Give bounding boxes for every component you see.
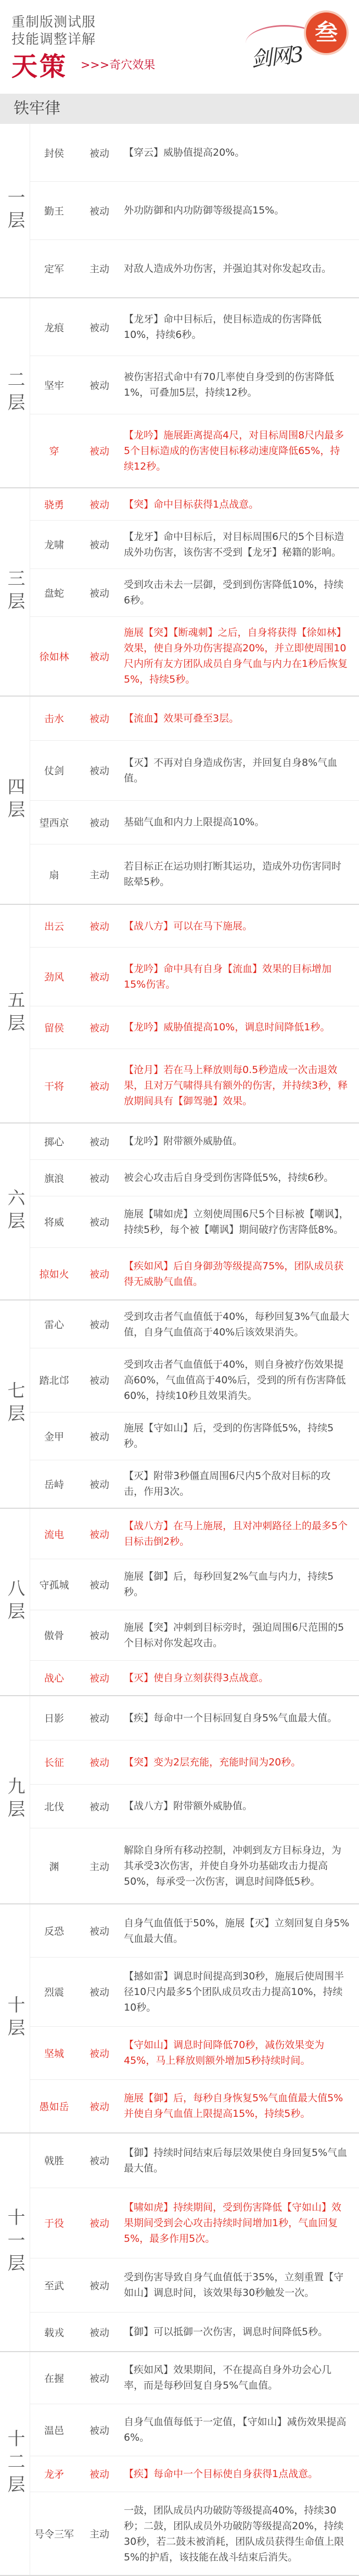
talent-name: 长征: [44, 1757, 64, 1769]
page-subtitle: >>>奇穴效果: [81, 59, 156, 72]
talent-name: 望西京: [39, 817, 69, 829]
talent-type: 被动: [89, 1431, 109, 1443]
talent-name: 扇: [49, 869, 59, 881]
talent-name: 日影: [44, 1713, 64, 1725]
tier-label: 四层: [0, 697, 30, 904]
talent-name: 旗浪: [44, 1172, 64, 1184]
tier-group: [0, 1509, 359, 1696]
talent-description: 外功防御和内功防御等级提高15%。: [124, 205, 285, 217]
talent-name: 掷心: [44, 1136, 64, 1148]
talent-name: 金甲: [44, 1431, 64, 1443]
talent-name: 愚如岳: [39, 2101, 69, 2113]
tier-label: 九层: [0, 1696, 30, 1903]
talent-name: 在握: [44, 2372, 64, 2384]
talent-name: 坚牢: [44, 380, 64, 392]
talent-type: 被动: [89, 1529, 109, 1540]
talent-row: [30, 1460, 359, 1508]
talent-type: 被动: [89, 817, 109, 829]
tier-label: 十层: [0, 1904, 30, 2132]
talent-description: 【龙吟】施展距离提高4尺，对目标周围8尺内最多5个目标造成的伤害使目标移动速度降低65%，持续12秒。: [124, 429, 344, 472]
talent-description: 施展【御】后，每秒回复2%气血与内力，持续5秒。: [124, 1571, 334, 1598]
talent-description: 施展【御】后，每秒自身恢复5%气血值最大值5%并使自身气血值上限提高15%，持续5秒。: [124, 2092, 343, 2120]
talent-row: [30, 1740, 359, 1785]
tier-rows: [30, 2352, 359, 2575]
tier-group: [0, 905, 359, 1123]
talent-type: 被动: [89, 1319, 109, 1331]
talent-type: 被动: [89, 1479, 109, 1491]
talent-row: [30, 1300, 359, 1348]
talent-name: 号令三军: [34, 2529, 74, 2541]
talent-description: 受到伤害导致自身气血值低于35%，立刻重置【守如山】调息时间，该效果每30秒触发一次。: [124, 2271, 344, 2299]
talent-row: [30, 2188, 359, 2258]
talent-name: 于役: [44, 2218, 64, 2230]
talent-name: 渊: [49, 1861, 59, 1873]
tier-rows: [30, 905, 359, 1122]
talent-name: 徐如林: [39, 651, 69, 663]
talent-description: 施展【突】冲刺到目标旁时，强迫周围6尺范围的5个目标对你发起攻击。: [124, 1621, 344, 1649]
talent-description: 【龙吟】附带额外威胁值。: [124, 1135, 243, 1147]
talent-row: [30, 1049, 359, 1122]
talent-row: [30, 948, 359, 1006]
talent-description: 【龙吟】命中具有自身【流血】效果的目标增加15%伤害。: [124, 963, 332, 990]
talent-description: 【突】变为2层充能，充能时间为20秒。: [124, 1756, 301, 1768]
talent-row: [30, 1412, 359, 1460]
talent-row: [30, 2258, 359, 2313]
talent-row: [30, 569, 359, 617]
header-line-1: 重制版测试服: [11, 15, 96, 30]
talent-row: [30, 1785, 359, 1829]
talent-name: 坚城: [44, 2048, 64, 2060]
talent-row: [30, 240, 359, 297]
talent-name: 干将: [44, 1080, 64, 1092]
talent-type: 被动: [89, 1757, 109, 1769]
talent-row: [30, 1661, 359, 1695]
talent-row: [30, 1160, 359, 1196]
talent-name: 定军: [44, 263, 64, 275]
talent-name: 北伐: [44, 1801, 64, 1813]
talent-row: [30, 488, 359, 521]
talent-type: 被动: [89, 1630, 109, 1642]
tier-label: 六层: [0, 1123, 30, 1299]
talent-name: 穿: [49, 446, 59, 458]
talent-type: 被动: [89, 380, 109, 392]
talent-name: 岳峙: [44, 1479, 64, 1491]
talent-row: [30, 1610, 359, 1661]
talent-description: 受到攻击未去一层御，受到到伤害降低10%，持续6秒。: [124, 579, 344, 607]
talent-type: 被动: [89, 1269, 109, 1281]
talent-name: 勤王: [44, 205, 64, 217]
talent-type: 被动: [89, 1217, 109, 1229]
tier-group: [0, 697, 359, 905]
talent-type: 被动: [89, 446, 109, 458]
talent-description: 【龙牙】命中目标后，对目标周围6尺的5个目标造成外功伤害，该伤害不受到【龙牙】秘籍的影响。: [124, 531, 344, 558]
talent-row: [30, 844, 359, 904]
talent-type: 被动: [89, 2469, 109, 2481]
tier-group: [0, 2352, 359, 2576]
talent-row: [30, 1248, 359, 1299]
talent-description: 【御】可以抵御一次伤害，调息时间降低5秒。: [124, 2326, 328, 2338]
talent-row: [30, 2313, 359, 2351]
talent-row: [30, 414, 359, 487]
talent-description: 【突】命中目标获得1点战意。: [124, 498, 259, 510]
logo-badge: 叁: [306, 12, 347, 53]
talent-type: 被动: [89, 2218, 109, 2230]
tier-rows: [30, 1904, 359, 2132]
talent-table: [0, 124, 359, 2576]
tier-rows: [30, 1123, 359, 1299]
talent-row: [30, 1828, 359, 1903]
talent-type: 被动: [89, 2101, 109, 2113]
talent-name: 掠如火: [39, 1269, 69, 1281]
tier-rows: [30, 298, 359, 487]
talent-row: [30, 298, 359, 356]
tier-rows: [30, 488, 359, 696]
talent-name: 留侯: [44, 1022, 64, 1034]
talent-description: 施展【啸如虎】立刻使周围6尺5个目标被【嘲讽】，持续5秒，每个被【嘲讽】期间破疗伤害降低8%。: [124, 1208, 349, 1235]
talent-type: 被动: [89, 765, 109, 777]
talent-type: 主动: [89, 263, 109, 275]
talent-name: 仗剑: [44, 765, 64, 777]
talent-row: [30, 2027, 359, 2080]
talent-type: 被动: [89, 1579, 109, 1591]
talent-description: 【战八方】附带额外威胁值。: [124, 1800, 253, 1812]
talent-row: [30, 1509, 359, 1559]
talent-row: [30, 356, 359, 414]
talent-name: 载戎: [44, 2327, 64, 2339]
talent-description: 【穿云】威胁值提高20%。: [124, 147, 245, 159]
talent-name: 反恐: [44, 1926, 64, 1938]
talent-type: 被动: [89, 2280, 109, 2292]
talent-description: 【灭】使自身立刻获得3点战意。: [124, 1672, 269, 1684]
talent-name: 龙矛: [44, 2469, 64, 2481]
talent-row: [30, 182, 359, 239]
talent-description: 【流血】效果可叠至3层。: [124, 712, 239, 724]
tier-label: 七层: [0, 1300, 30, 1508]
talent-name: 劲风: [44, 971, 64, 983]
tier-group: [0, 1696, 359, 1904]
talent-type: 被动: [89, 971, 109, 983]
section-title: 铁牢律: [0, 94, 359, 124]
talent-name: 龙痕: [44, 322, 64, 334]
talent-name: 骁勇: [44, 499, 64, 511]
talent-description: 【战八方】在马上施展，且对冲刺路径上的最多5个目标击倒2秒。: [124, 1520, 348, 1548]
talent-type: 被动: [89, 2425, 109, 2436]
tier-label: 三层: [0, 488, 30, 696]
talent-row: [30, 905, 359, 948]
tier-label: 二层: [0, 298, 30, 487]
talent-row: [30, 1348, 359, 1412]
talent-type: 被动: [89, 1926, 109, 1938]
tier-group: [0, 1904, 359, 2133]
tier-rows: [30, 1509, 359, 1695]
talent-name: 击水: [44, 713, 64, 725]
talent-type: 被动: [89, 1987, 109, 1999]
talent-type: 被动: [89, 499, 109, 511]
talent-type: 被动: [89, 539, 109, 551]
talent-description: 基础气血和内力上限提高10%。: [124, 816, 265, 828]
talent-description: 【啸如虎】持续期间，受到伤害降低【守如山】效果期间受到会心攻击持续时间增加1秒，气血回复5%，最多作用5次。: [124, 2201, 342, 2244]
game-logo: [240, 9, 350, 72]
tier-group: [0, 2133, 359, 2352]
talent-description: 自身气血值每低于一定值，【守如山】减伤效果提高6%。: [124, 2416, 347, 2444]
talent-name: 战心: [44, 1673, 64, 1685]
talent-description: 一鼓，团队成员内功破防等级提高40%，持续30秒；二鼓，团队成员外功破防等级提高20%，持续30秒，若二鼓未被消耗，团队成员获得生命值上限5%的护盾，该技能在战斗结束后消失。: [124, 2504, 344, 2563]
talent-row: [30, 1196, 359, 1248]
talent-type: 被动: [89, 2155, 109, 2167]
talent-description: 【战八方】可以在马下施展。: [124, 920, 253, 932]
talent-type: 被动: [89, 713, 109, 725]
talent-row: [30, 521, 359, 569]
talent-row: [30, 2080, 359, 2132]
talent-row: [30, 1958, 359, 2026]
header-line-2: 技能调整详解: [11, 32, 96, 47]
talent-description: 【疾如风】后自身御劲等级提高75%，团队成员获得无威胁气血值。: [124, 1260, 344, 1287]
talent-description: 施展【守如山】后，受到的伤害降低5%，持续5秒。: [124, 1422, 334, 1450]
talent-description: 对敌人造成外功伤害，并强迫其对你发起攻击。: [124, 262, 332, 274]
talent-row: [30, 1559, 359, 1610]
talent-description: 【疾】每命中一个目标回复自身5%气血最大值。: [124, 1712, 338, 1724]
talent-row: [30, 2352, 359, 2404]
talent-description: 自身气血值低于50%，施展【灭】立刻回复自身5%气血最大值。: [124, 1917, 350, 1944]
talent-row: [30, 2404, 359, 2456]
tier-label: 五层: [0, 905, 30, 1122]
talent-name: 戟胜: [44, 2155, 64, 2167]
talent-row: [30, 697, 359, 741]
talent-row: [30, 1696, 359, 1740]
talent-row: [30, 617, 359, 696]
talent-row: [30, 2492, 359, 2575]
talent-name: 盘蛇: [44, 587, 64, 599]
talent-name: 出云: [44, 921, 64, 933]
talent-description: 【撼如雷】调息时间提高到30秒，施展后使周围半径10尺内最多5个团队成员攻击力提高10%，持续10秒。: [124, 1970, 344, 2013]
talent-type: 被动: [89, 147, 109, 159]
talent-description: 【灭】不再对自身造成伤害，并回复自身8%气血值。: [124, 756, 338, 784]
talent-row: [30, 124, 359, 182]
talent-name: 守孤城: [39, 1579, 69, 1591]
tier-rows: [30, 124, 359, 297]
talent-description: 【疾】每命中一个目标使自身获得1点战意。: [124, 2468, 318, 2480]
talent-row: [30, 2456, 359, 2493]
tier-label: 十二层: [0, 2352, 30, 2575]
talent-description: 【灭】附带3秒僵直周围6尺内5个敌对目标的攻击，作用3次。: [124, 1470, 331, 1498]
tier-rows: [30, 2133, 359, 2351]
talent-type: 被动: [89, 2327, 109, 2339]
talent-row: [30, 1006, 359, 1049]
header: [0, 0, 359, 86]
talent-row: [30, 741, 359, 801]
talent-row: [30, 2133, 359, 2188]
talent-type: 被动: [89, 587, 109, 599]
talent-type: 被动: [89, 1136, 109, 1148]
talent-type: 被动: [89, 1713, 109, 1725]
talent-name: 封侯: [44, 147, 64, 159]
page-title: 天策: [11, 52, 68, 82]
talent-type: 被动: [89, 2048, 109, 2060]
talent-description: 【守如山】调息时间降低70秒，减伤效果变为45%，马上释放则额外增加5秒持续时间。: [124, 2039, 325, 2067]
tier-rows: [30, 697, 359, 904]
talent-description: 【龙吟】威胁值提高10%，调息时间降低1秒。: [124, 1021, 330, 1033]
talent-description: 【沧月】若在马上释放则每0.5秒造成一次击退效果，且对万气啸得具有额外的伤害，并持续3秒，释放期间具有【御驾驰】效果。: [124, 1064, 348, 1107]
talent-description: 被会心攻击后自身受到伤害降低5%，持续6秒。: [124, 1172, 334, 1184]
talent-description: 若目标正在运功则打断其运功，造成外功伤害同时眩晕5秒。: [124, 861, 342, 888]
talent-type: 被动: [89, 1673, 109, 1685]
tier-group: [0, 124, 359, 298]
talent-name: 至武: [44, 2280, 64, 2292]
tier-group: [0, 1123, 359, 1300]
talent-type: 被动: [89, 651, 109, 663]
talent-type: 主动: [89, 869, 109, 881]
talent-name: 将威: [44, 1217, 64, 1229]
tier-rows: [30, 1300, 359, 1508]
talent-name: 温邑: [44, 2425, 64, 2436]
talent-type: 被动: [89, 1375, 109, 1387]
talent-type: 被动: [89, 205, 109, 217]
talent-type: 被动: [89, 1172, 109, 1184]
talent-type: 主动: [89, 1861, 109, 1873]
tier-group: [0, 1300, 359, 1509]
tier-label: 十一层: [0, 2133, 30, 2351]
talent-description: 施展【突】【断魂刺】之后，自身将获得【徐如林】效果，使自身外功伤害提高20%，并立即使周围10尺内所有友方团队成员自身气血与内力在1秒后恢复5%，持续5秒。: [124, 627, 348, 686]
talent-row: [30, 1123, 359, 1160]
talent-type: 主动: [89, 2529, 109, 2541]
talent-type: 被动: [89, 921, 109, 933]
talent-name: 烈震: [44, 1987, 64, 1999]
talent-description: 【御】持续时间结束后每层效果使自身回复5%气血最大值。: [124, 2146, 348, 2174]
talent-description: 【龙牙】命中目标后，使目标造成的伤害降低10%，持续6秒。: [124, 313, 322, 341]
logo-text: 剑网3: [250, 42, 304, 72]
tier-group: [0, 488, 359, 697]
talent-name: 雷心: [44, 1319, 64, 1331]
talent-description: 受到攻击者气血值低于40%，则自身被疗伤效果提高60%，气血值高于40%后，受到的所有伤害降低60%，持续10秒且效果消失。: [124, 1358, 346, 1401]
talent-name: 流电: [44, 1529, 64, 1540]
talent-name: 龙啸: [44, 539, 64, 551]
talent-row: [30, 1904, 359, 1958]
talent-type: 被动: [89, 1080, 109, 1092]
talent-description: 【疾如风】效果期间，不在提高自身外功会心几率，而是每秒回复自身5%气血值。: [124, 2364, 332, 2392]
talent-name: 踏北邙: [39, 1375, 69, 1387]
talent-type: 被动: [89, 2372, 109, 2384]
talent-description: 受到攻击者气血值低于40%，每秒回复3%气血最大值，自身气血值高于40%后该效果消失。: [124, 1310, 350, 1338]
talent-row: [30, 801, 359, 845]
talent-description: 被伤害招式命中有70几率使自身受到的伤害降低1%，可叠加5层，持续12秒。: [124, 371, 335, 399]
talent-description: 解除自身所有移动控制，冲刺到友方目标身边，为其承受3次伤害，并使自身外功基础攻击力提高50%，每承受一次伤害，调息时间降低5秒。: [124, 1845, 342, 1888]
talent-type: 被动: [89, 322, 109, 334]
talent-type: 被动: [89, 1801, 109, 1813]
talent-type: 被动: [89, 1022, 109, 1034]
talent-name: 傲骨: [44, 1630, 64, 1642]
tier-label: 一层: [0, 124, 30, 297]
tier-rows: [30, 1696, 359, 1903]
tier-group: [0, 298, 359, 488]
tier-label: 八层: [0, 1509, 30, 1695]
